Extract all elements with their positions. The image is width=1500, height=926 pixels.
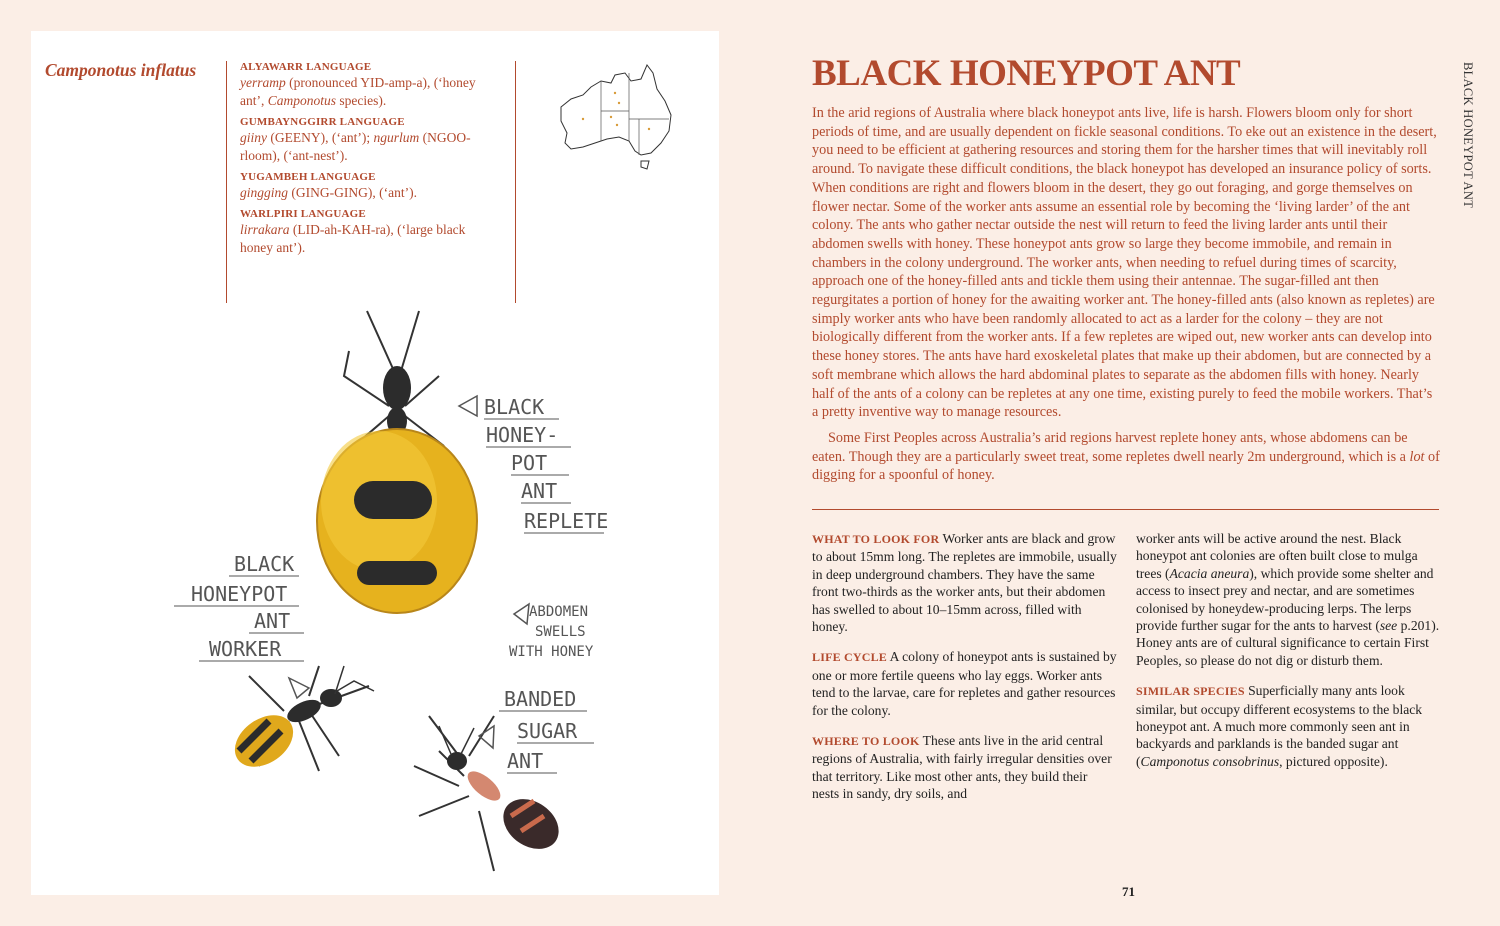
language-title: WARLPIRI LANGUAGE xyxy=(240,208,366,220)
language-names-block xyxy=(226,61,516,303)
details-column-2 xyxy=(1136,530,1442,783)
page-title: BLACK HONEYPOT ANT xyxy=(812,53,1241,94)
section-heading: LIFE CYCLE xyxy=(812,650,888,665)
abdomen-label xyxy=(509,604,594,660)
label-text: ANT xyxy=(254,609,291,633)
language-title: YUGAMBEH LANGUAGE xyxy=(240,171,376,183)
label-text: ABDOMEN xyxy=(529,604,589,620)
language-text: lirrakara (LID-ah-KAH-ra), (‘large black honey ant’). xyxy=(240,222,466,255)
details-column-1 xyxy=(812,530,1118,816)
label-text: ANT xyxy=(507,749,544,773)
language-text: gingging (GING-GING), (‘ant’). xyxy=(240,185,417,200)
where-to-look-section: WHERE TO LOOK These ants live in the arid central regions of Australia, with fairly irregular densities over that territory. Like most other ants, they build their nests in sandy, dry soils, and xyxy=(812,733,1112,802)
label-text: POT xyxy=(511,451,548,475)
section-heading: SIMILAR SPECIES xyxy=(1136,684,1245,699)
label-text: HONEY- xyxy=(486,423,559,447)
label-text: SUGAR xyxy=(517,719,578,743)
similar-species-section: SIMILAR SPECIES Superficially many ants look similar, but occupy different ecosystems to the black honeypot ant. A much more commonly seen ant in backyards and parklands is the banded sugar ant (Camponotus consobrinus, pictured opposite). xyxy=(1136,683,1423,769)
section-heading: WHAT TO LOOK FOR xyxy=(812,532,940,546)
label-text: ANT xyxy=(521,479,558,503)
label-text: HONEYPOT xyxy=(191,582,288,606)
language-entry xyxy=(240,171,515,202)
replete-label xyxy=(459,395,608,533)
label-text: WORKER xyxy=(209,637,282,661)
page-number: 71 xyxy=(1122,884,1135,899)
worker-label xyxy=(174,552,309,698)
label-text: BLACK xyxy=(234,552,295,576)
replete-ant-drawing xyxy=(317,311,477,613)
intro-paragraph: In the arid regions of Australia where black honeypot ants live, life is harsh. Flowers bloom only for short periods of time, and are usually dependent on fickle seasonal conditions. To eke out an existence in the desert, you need to be efficient at gathering resources and storing them for the harsher times that will inevitably roll around. To navigate these difficult conditions, the black honeypot has developed an insurance policy of sorts. When conditions are right and flowers bloom in the desert, they go out foraging, and gorge themselves on flower nectar. Some of the worker ants assume an essential role by becoming the ‘living larder’ of the ant colony. The ants who gather nectar outside the nest will return to feed the living larder ants until their abdomen swells with honey. These honeypot ants grow so large they become immobile, and remain in chambers in the colony underground. The worker ants, when needing to refuel during times of scarcity, approach one of the honey-filled ants and tickle them using their antennae. The sugar-filled ant then regurgitates a portion of honey for the awaiting worker ant. The honey-filled ants (also known as repletes) are simply worker ants who have been randomly allocated to act as a larder for the colony – they are not biologically different from the worker ants. If a few repletes are wiped out, new worker ants can develop into these honey stores. The ants have hard exoskeletal plates that make up their abdomen, but are connected by a soft membrane which allows the hard abdominal plates to separate as the abdomen fills with honey. Nearly half of the ants of a colony can be repletes at any one time, existing purely to feed the mobile workers. That’s a pretty inventive way to manage resources. xyxy=(812,105,1437,421)
where-to-look-continued: worker ants will be active around the nest. Black honeypot ant colonies are often built close to mulga trees (Acacia aneura), which provide some shelter and access to insect prey and nectar, and are sometimes colonised by honeydew-producing lerps. The lerps provide further sugar for the ants to harvest (see p.201). Honey ants are of cultural significance to certain First Peoples, so please do not dig or disturb them. xyxy=(1136,531,1440,668)
language-title: GUMBAYNGGIRR LANGUAGE xyxy=(240,116,405,128)
intro-paragraph: Some First Peoples across Australia’s arid regions harvest replete honey ants, whose abdomens can be eaten. Though they are a particularly sweet treat, some repletes dwell nearly 2m underground, which is a lot of digging for a spoonful of honey. xyxy=(812,429,1440,484)
language-entry xyxy=(240,208,515,257)
left-page-panel xyxy=(31,31,719,895)
scientific-name: Camponotus inflatus xyxy=(45,60,197,80)
intro-text xyxy=(812,104,1440,485)
life-cycle-section: LIFE CYCLE A colony of honeypot ants is sustained by one or more fertile queens who lay eggs. Worker ants tend to the larvae, care for repletes and gather resources for the colony. xyxy=(812,649,1117,718)
language-entry xyxy=(240,61,515,110)
label-text: BLACK xyxy=(484,395,545,419)
language-entry xyxy=(240,116,515,165)
australia-map-icon xyxy=(553,59,677,183)
side-tab-label: BLACK HONEYPOT ANT xyxy=(1461,62,1475,209)
banded-sugar-label xyxy=(479,687,594,773)
language-title: ALYAWARR LANGUAGE xyxy=(240,61,372,73)
language-text: yerramp (pronounced YID-amp-a), (‘honey ant’, Camponotus species). xyxy=(240,75,476,108)
label-text: SWELLS xyxy=(535,624,586,640)
label-text: REPLETE xyxy=(524,509,609,533)
what-to-look-for-section: WHAT TO LOOK FOR Worker ants are black and grow to about 15mm long. The repletes are immobile, usually in deep underground chambers. They have the same front two-thirds as the worker ants, but their abdomen has swelled to about 10–15mm across, filled with honey. xyxy=(812,531,1117,635)
label-text: WITH HONEY xyxy=(509,644,594,660)
section-divider xyxy=(812,509,1439,510)
language-text: giiny (GEENY), (‘ant’); ngurlum (NGOO-rloom), (‘ant-nest’). xyxy=(240,130,471,163)
section-heading: WHERE TO LOOK xyxy=(812,734,920,749)
label-text: BANDED xyxy=(504,687,577,711)
ant-illustration xyxy=(139,296,609,876)
